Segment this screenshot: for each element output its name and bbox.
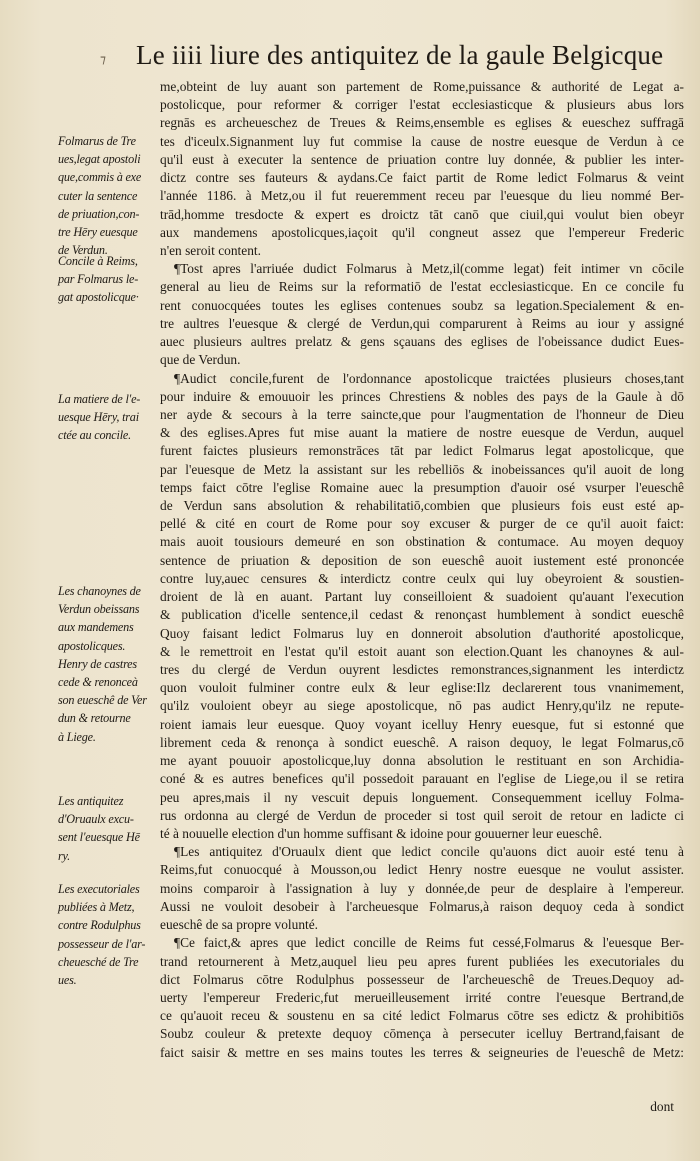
text-line: Aussi ne vouloit desobeir à l'archeuesque Folmarus,à raison dequoy ceda à sondict [160, 898, 684, 914]
text-line: dict Folmarus cōtre Rodulphus possesseur de l'archeueschê de Treues.Dequoy ad- [160, 971, 684, 987]
margin-note-line: uesque Hēry, trai [58, 410, 139, 425]
margin-note-line: Henry de castres [58, 656, 137, 671]
text-line: furent faictes plusieurs remonstrāces tāt par ledict Folmarus legat apostolicque, que [160, 443, 684, 459]
text-line: par l'euesque de Metz la assistant sur les rebelliōs & inobeissances qu'il auoit de long [160, 461, 684, 477]
text-line: Quoy faisant ledict Folmarus luy en donneroit absolution d'authorité apostolicque, [160, 625, 684, 641]
text-line: trād,homme tresdocte & expert es droictz tāt canō que ciuil,qui voulut bien obeyr [160, 206, 684, 222]
text-line: me ayant pouuoir apostolicque,luy donna absolution le restituant en son Archidia- [160, 753, 684, 769]
text-line: peu apres,mais il ny vescuit depuis longuement. Consequemment icelluy Folma- [160, 789, 684, 805]
margin-note [58, 792, 158, 865]
text-line: trand retournerent à Metz,auquel lieu peu apres furent publiées les executoriales du [160, 953, 684, 969]
text-line: de Verdun sans absolution & rehabilitatiō,combien que plusieurs fois eust esté ap- [160, 498, 684, 514]
margin-note [58, 252, 158, 307]
margin-note-line: cheuesché de Tre [58, 954, 139, 969]
margin-note-line: d'Oruaulx excu- [58, 812, 134, 827]
text-line: coné & es autres benefices qu'il possedoit parauant en l'eglise de Liege,ou il se retira [160, 771, 684, 787]
text-line: general au lieu de Reims sur la reformatiō de l'estat ecclesiasticque. En ce concile fu [160, 279, 684, 295]
margin-note-line: La matiere de l'e- [58, 392, 141, 406]
margin-note-line: de priuation,con- [58, 206, 140, 221]
text-line: l'année 1186. à Metz,ou il fut reueremment receu par l'euesque du lieu nommé Ber- [160, 188, 684, 204]
text-line: té à nouuelle election d'un homme suffisant & idoine pour gouuerner leur eueschê. [160, 825, 603, 841]
text-line: tes d'iceulx.Signanment luy fut commise la cause de nostre euesque de Verdun à ce [160, 133, 684, 149]
main-text-column [160, 78, 684, 1118]
margin-note [58, 582, 158, 746]
text-line: ¶Ce faict,& apres que ledict concille de Reims fut cessé,Folmarus & l'euesque Ber- [174, 935, 684, 951]
margin-note-line: cede & renonceà [58, 675, 138, 690]
text-line: contre luy,auec censures & interdictz contre ceulx qui luy obeyroient & soustien- [160, 570, 684, 586]
margin-note-line: Concile à Reims, [58, 254, 138, 268]
text-line: droient de là en auant. Partant luy conseilloient & suadoient qu'auant l'execution [160, 589, 684, 605]
margin-note-line: de Verdun. [58, 243, 108, 258]
text-line: aux mandemens apostolicques,iaçoit qu'il congneut assez que l'empereur Frederic [160, 224, 684, 240]
folio-mark: ⁊ [100, 52, 106, 66]
margin-note-line: sent l'euesque Hē [58, 830, 140, 845]
margin-note-line: Folmarus de Tre [58, 134, 136, 148]
catchword: dont [650, 1099, 674, 1114]
text-line: faict saisir & mettre en ses mains toutes les terres & seigneuries de l'eueschê de Metz: [160, 1044, 684, 1060]
margin-note-line: gat apostolicque· [58, 290, 139, 305]
text-line: regnās es archeueschez de Treues & Reims,ensemble es eglises & eueschez suffragā [160, 115, 684, 131]
margin-note-line: possesseur de l'ar- [58, 936, 146, 951]
text-line: moins comparoir à l'assignation à luy y donnée,de peur de desplaire à l'empereur. [160, 880, 684, 896]
margin-note-line: Les chanoynes de [58, 584, 141, 598]
margin-note-line: Verdun obeissans [58, 602, 140, 617]
margin-note-line: apostolicques. [58, 638, 126, 653]
margin-note-line: ctée au concile. [58, 428, 131, 443]
text-line: & des eglises.Apres fut mise auant la matiere de nostre euesque de Verdun, auquel [160, 425, 684, 441]
margin-note [58, 880, 158, 989]
text-line: qu'il eust à executer la sentence de priuation contre luy donnée, & publier les inter- [160, 151, 684, 167]
margin-note-line: ues. [58, 973, 77, 988]
text-line: Soubz couleur & pretexte dequoy cōmença à persecuter icelluy Bertrand,faisant de [160, 1026, 684, 1042]
margin-notes-column [58, 122, 158, 1022]
text-line: ¶Audict concile,furent de l'ordonnance apostolicque traictées plusieurs choses,tant [174, 370, 684, 386]
text-line: n'en seroit content. [160, 242, 261, 258]
text-line: roient iamais leur euesque. Quoy voyant icelluy Henry euesque, fut si estonné que [160, 716, 684, 732]
text-line: & publication d'icelle sentence,il cedast & renonçast humblement à sondict eueschê [160, 607, 684, 623]
text-line: eueschê de sa propre volunté. [160, 917, 319, 933]
text-line: que de Verdun. [160, 352, 241, 368]
margin-note-line: cuter la sentence [58, 188, 138, 203]
text-line: auec plusieurs aultres prelatz & gens sçauans des eglises de l'obeissance dudict Eues- [160, 334, 684, 350]
text-line: & le remettroit en l'estat qu'il estoit auant son election.Quant les chanoynes & aul- [160, 643, 684, 659]
text-line: tres du clergé de Verdun ouyrent lesdictes remonstrances,signanment les interdictz [160, 662, 684, 677]
margin-note-line: ues,legat apostoli [58, 152, 141, 167]
text-line: postolicque, pour reformer & corriger l'estat ecclesiasticque & plusieurs abus lors [160, 97, 684, 113]
text-line: pour induire & emouuoir les princes Chrestiens & nobles des pays de la Gaule à dō [160, 388, 684, 404]
text-line: tre aultres l'euesque & clergé de Verdun,qui comparurent à Reims au iour y assigné [160, 315, 684, 331]
margin-note-line: tre Hēry euesque [58, 225, 138, 240]
margin-note-line: Les antiquitez [58, 794, 124, 808]
text-line: librement ceda & renonça à sondict eueschê. A raison dequoy, le legat Folmarus,cō [160, 734, 684, 750]
margin-note-line: à Liege. [58, 729, 96, 744]
text-line: rus ordonna au clergé de Verdun de proceder si tost quil seroit de retour en ladicte ci [160, 807, 684, 823]
margin-note-line: contre Rodulphus [58, 918, 141, 933]
margin-note-line: que,commis à exe [58, 170, 142, 185]
text-line: rent conuocquées toutes les eglises contenues soubz sa legation.Specialement & en- [160, 297, 684, 313]
text-line: me,obteint de luy auant son partement de Rome,puissance & authorité de Legat a- [160, 79, 684, 94]
text-line: ce qu'auoit receu & soustenu en sa cité ledict Folmarus cōtre ses edictz & prohibitiōs [160, 1008, 684, 1024]
text-line: pellé & cité en court de Rome pour soy excuser & purger de ce qu'il auoit faict: [160, 516, 684, 532]
margin-note-line: aux mandemens [58, 620, 134, 635]
margin-note-line: dun & retourne [58, 711, 131, 726]
margin-note-line: publiées à Metz, [58, 900, 135, 915]
margin-note [58, 132, 158, 259]
running-title: Le iiii liure des antiquitez de la gaule Belgicque [136, 40, 664, 70]
margin-note-line: ry. [58, 848, 70, 863]
text-line: sentence de priuation & deposition de son eueschê auoit iustement esté prononcée [160, 552, 684, 568]
text-line: uerty l'empereur Frederic,fut merueilleusement irrité contre l'euesque Bertrand,de [160, 989, 684, 1005]
text-line: ¶Tost apres l'arriuée dudict Folmarus à Metz,il(comme legat) feit intimer vn cōcile [174, 261, 684, 277]
margin-note-line: son eueschê de Ver [58, 693, 147, 708]
text-line: temps faict cōtre l'eglise Romaine auec la presumption d'auoir osé vsurper l'eueschê [160, 479, 684, 495]
margin-note [58, 390, 158, 445]
margin-note-line: Les executoriales [58, 882, 140, 896]
text-line: mais auoit tousiours demeuré en son obstination & contumace. Au moyen dequoy [160, 534, 684, 550]
text-line: Reims,fut conuocqué à Mousson,ou ledict Henry nostre euesque ne voulut assister. [160, 862, 684, 878]
text-line: quon vouloit fulminer contre eulx & leur eglise:Ilz declarerent tous vnanimement, [160, 680, 684, 696]
text-line: ner ayde & secours à la terre saincte,que pour l'augmentation de l'honneur de Dieu [160, 406, 684, 422]
text-line: dictz contre ses fauteurs & aydans.Ce faict partit de Rome ledict Folmarus & veint [160, 170, 684, 186]
text-line: qu'ilz vouloient obeyr au siege apostolicque, nō pas audict Henry,qu'ilz ne repute- [160, 698, 684, 714]
page-header [100, 36, 680, 76]
text-line: ¶Les antiquitez d'Oruaulx dient que ledict concile qu'auons dict auoir esté tenu à [174, 844, 684, 860]
margin-note-line: par Folmarus le- [58, 272, 139, 287]
